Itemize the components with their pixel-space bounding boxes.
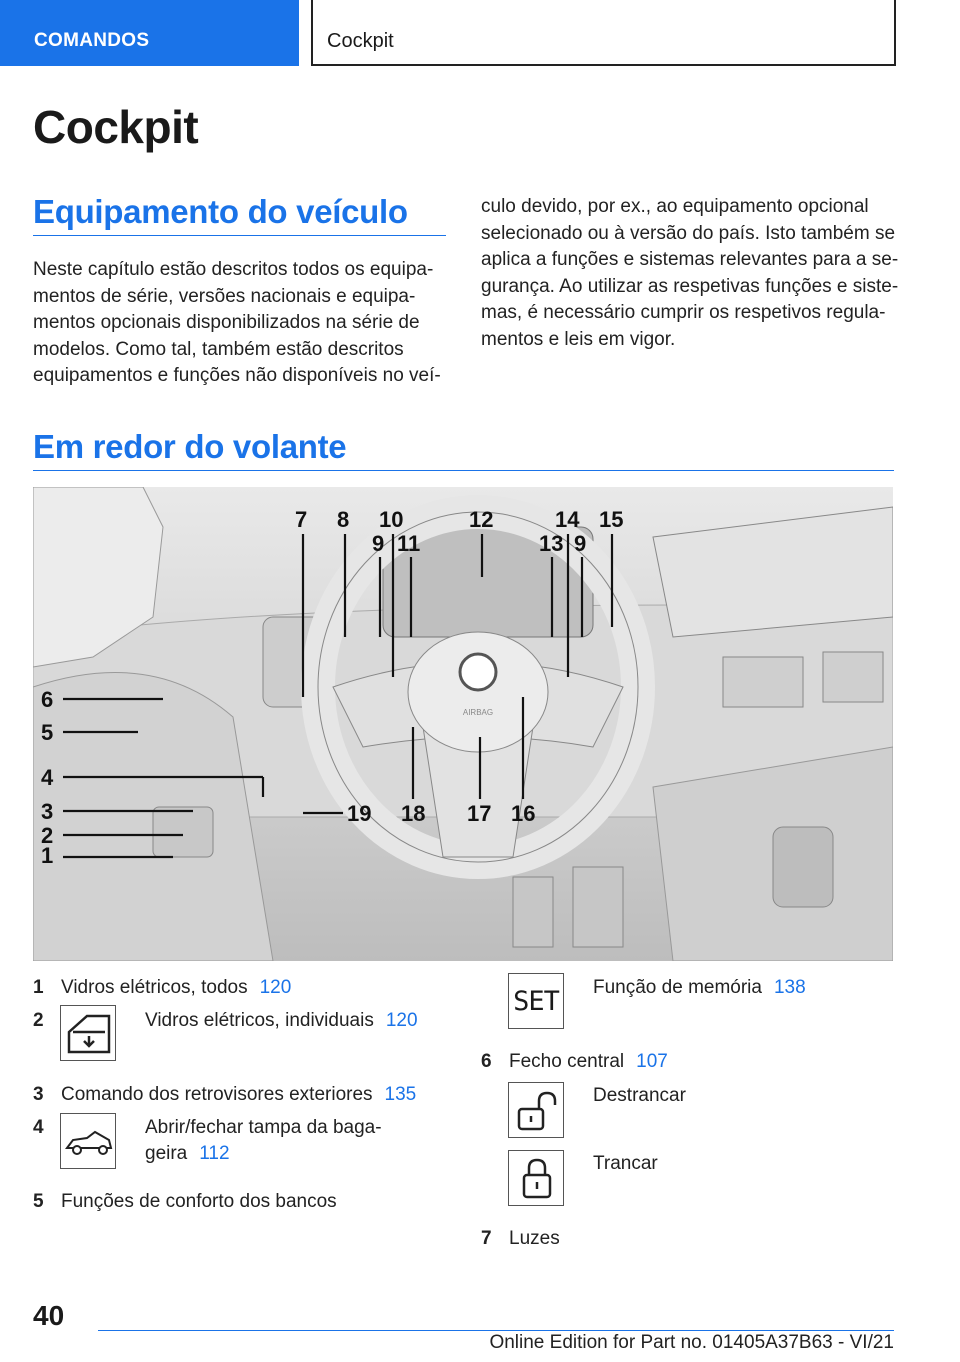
cockpit-drawing xyxy=(33,487,893,961)
callout-3: 3 xyxy=(41,799,54,824)
callout-16: 16 xyxy=(511,801,536,826)
legend-number: 3 xyxy=(33,1084,44,1105)
callout-6: 6 xyxy=(41,687,54,712)
text-line: modelos. Como tal, também estão descritos xyxy=(33,338,404,360)
callout-12: 12 xyxy=(469,507,494,532)
text-line: mas, é necessário cumprir os respetivos regula- xyxy=(481,302,886,323)
page-ref-link[interactable]: 120 xyxy=(385,1010,418,1031)
text-line: mentos de série, versões nacionais e equipa- xyxy=(33,285,416,307)
callout-1: 1 xyxy=(41,843,54,868)
trunk-car-icon xyxy=(60,1113,116,1169)
legend-text: Fecho central xyxy=(509,1051,625,1072)
legend-text: Destrancar xyxy=(593,1085,686,1106)
text-line: Neste capítulo estão descritos todos os equipa- xyxy=(33,259,434,280)
callout-15: 15 xyxy=(599,507,624,532)
legend-text: Vidros elétricos, individuais xyxy=(145,1010,374,1031)
page-ref-link[interactable]: 120 xyxy=(259,977,292,998)
legend-item-unlock xyxy=(593,1084,893,1108)
legend-number: 5 xyxy=(33,1191,44,1212)
callout-10: 10 xyxy=(379,507,404,532)
footer-rule xyxy=(98,1330,894,1331)
section-tab: COMANDOS xyxy=(0,0,299,66)
page-title: Cockpit xyxy=(33,101,199,153)
footer-edition: Online Edition for Part no. 01405A37B63 - VI/21 xyxy=(489,1332,894,1353)
text-line: aplica a funções e sistemas relevantes para a se- xyxy=(481,249,899,270)
set-icon xyxy=(508,973,564,1029)
text-line: selecionado ou à versão do país. Isto também se xyxy=(481,222,896,244)
legend-number: 2 xyxy=(33,1010,44,1031)
legend-text: Luzes xyxy=(509,1228,560,1249)
page-number: 40 xyxy=(33,1300,65,1331)
callout-14: 14 xyxy=(555,507,580,532)
legend-number: 6 xyxy=(481,1051,492,1072)
callout-19: 19 xyxy=(347,801,372,826)
callout-2: 2 xyxy=(41,823,54,848)
equipment-col1 xyxy=(33,257,453,390)
chapter-tab: Cockpit xyxy=(311,0,896,66)
page-ref-link[interactable]: 107 xyxy=(636,1051,668,1072)
callout-5: 5 xyxy=(41,720,54,745)
legend-number: 1 xyxy=(33,977,44,998)
cockpit-illustration xyxy=(33,487,893,961)
callout-9-right: 9 xyxy=(574,531,587,556)
steering-rule xyxy=(33,470,894,471)
steering-heading: Em redor do volante xyxy=(33,428,347,465)
legend-number: 7 xyxy=(481,1228,492,1249)
legend-item-lock xyxy=(593,1152,893,1176)
legend-text: Funções de conforto dos bancos xyxy=(61,1191,337,1212)
text-line: equipamentos e funções não disponíveis no veí- xyxy=(33,365,441,386)
legend-text: geira xyxy=(145,1143,188,1164)
callout-8: 8 xyxy=(337,507,350,532)
callout-18: 18 xyxy=(401,801,426,826)
page-ref-link[interactable]: 135 xyxy=(384,1084,417,1105)
text-line: gurança. Ao utilizar as respetivas funções e siste- xyxy=(481,275,899,297)
callout-4: 4 xyxy=(41,765,54,790)
legend-item-memory xyxy=(593,976,893,1000)
equipment-rule xyxy=(33,235,446,236)
callout-17: 17 xyxy=(467,801,492,826)
legend-text: Vidros elétricos, todos xyxy=(61,977,248,998)
legend-text: Trancar xyxy=(593,1153,658,1174)
page-header xyxy=(0,0,960,66)
callout-7: 7 xyxy=(295,507,308,532)
legend-item-4-text xyxy=(145,1116,445,1166)
page-ref-link[interactable]: 138 xyxy=(773,977,806,998)
airbag-label: AIRBAG xyxy=(462,708,494,717)
legend-number: 4 xyxy=(33,1117,44,1138)
lock-icon xyxy=(508,1150,564,1206)
text-line: mentos e leis em vigor. xyxy=(481,328,676,350)
equipment-heading: Equipamento do veículo xyxy=(33,193,408,230)
text-line: culo devido, por ex., ao equipamento opcional xyxy=(481,196,869,217)
text-line: mentos opcionais disponibilizados na série de xyxy=(33,312,420,333)
page-ref-link[interactable]: 112 xyxy=(199,1143,230,1164)
callout-13: 13 xyxy=(539,531,564,556)
legend-text: Abrir/fechar tampa da baga- xyxy=(145,1117,382,1138)
equipment-col2 xyxy=(481,194,901,353)
window-icon xyxy=(60,1005,116,1061)
legend-text: Função de memória xyxy=(593,977,762,998)
unlock-icon xyxy=(508,1082,564,1138)
legend-item-2-text xyxy=(145,1009,445,1033)
callout-9-left: 9 xyxy=(372,531,385,556)
callout-11: 11 xyxy=(397,531,421,556)
set-icon-text: SET xyxy=(513,985,559,1017)
legend-text: Comando dos retrovisores exteriores xyxy=(61,1084,373,1105)
